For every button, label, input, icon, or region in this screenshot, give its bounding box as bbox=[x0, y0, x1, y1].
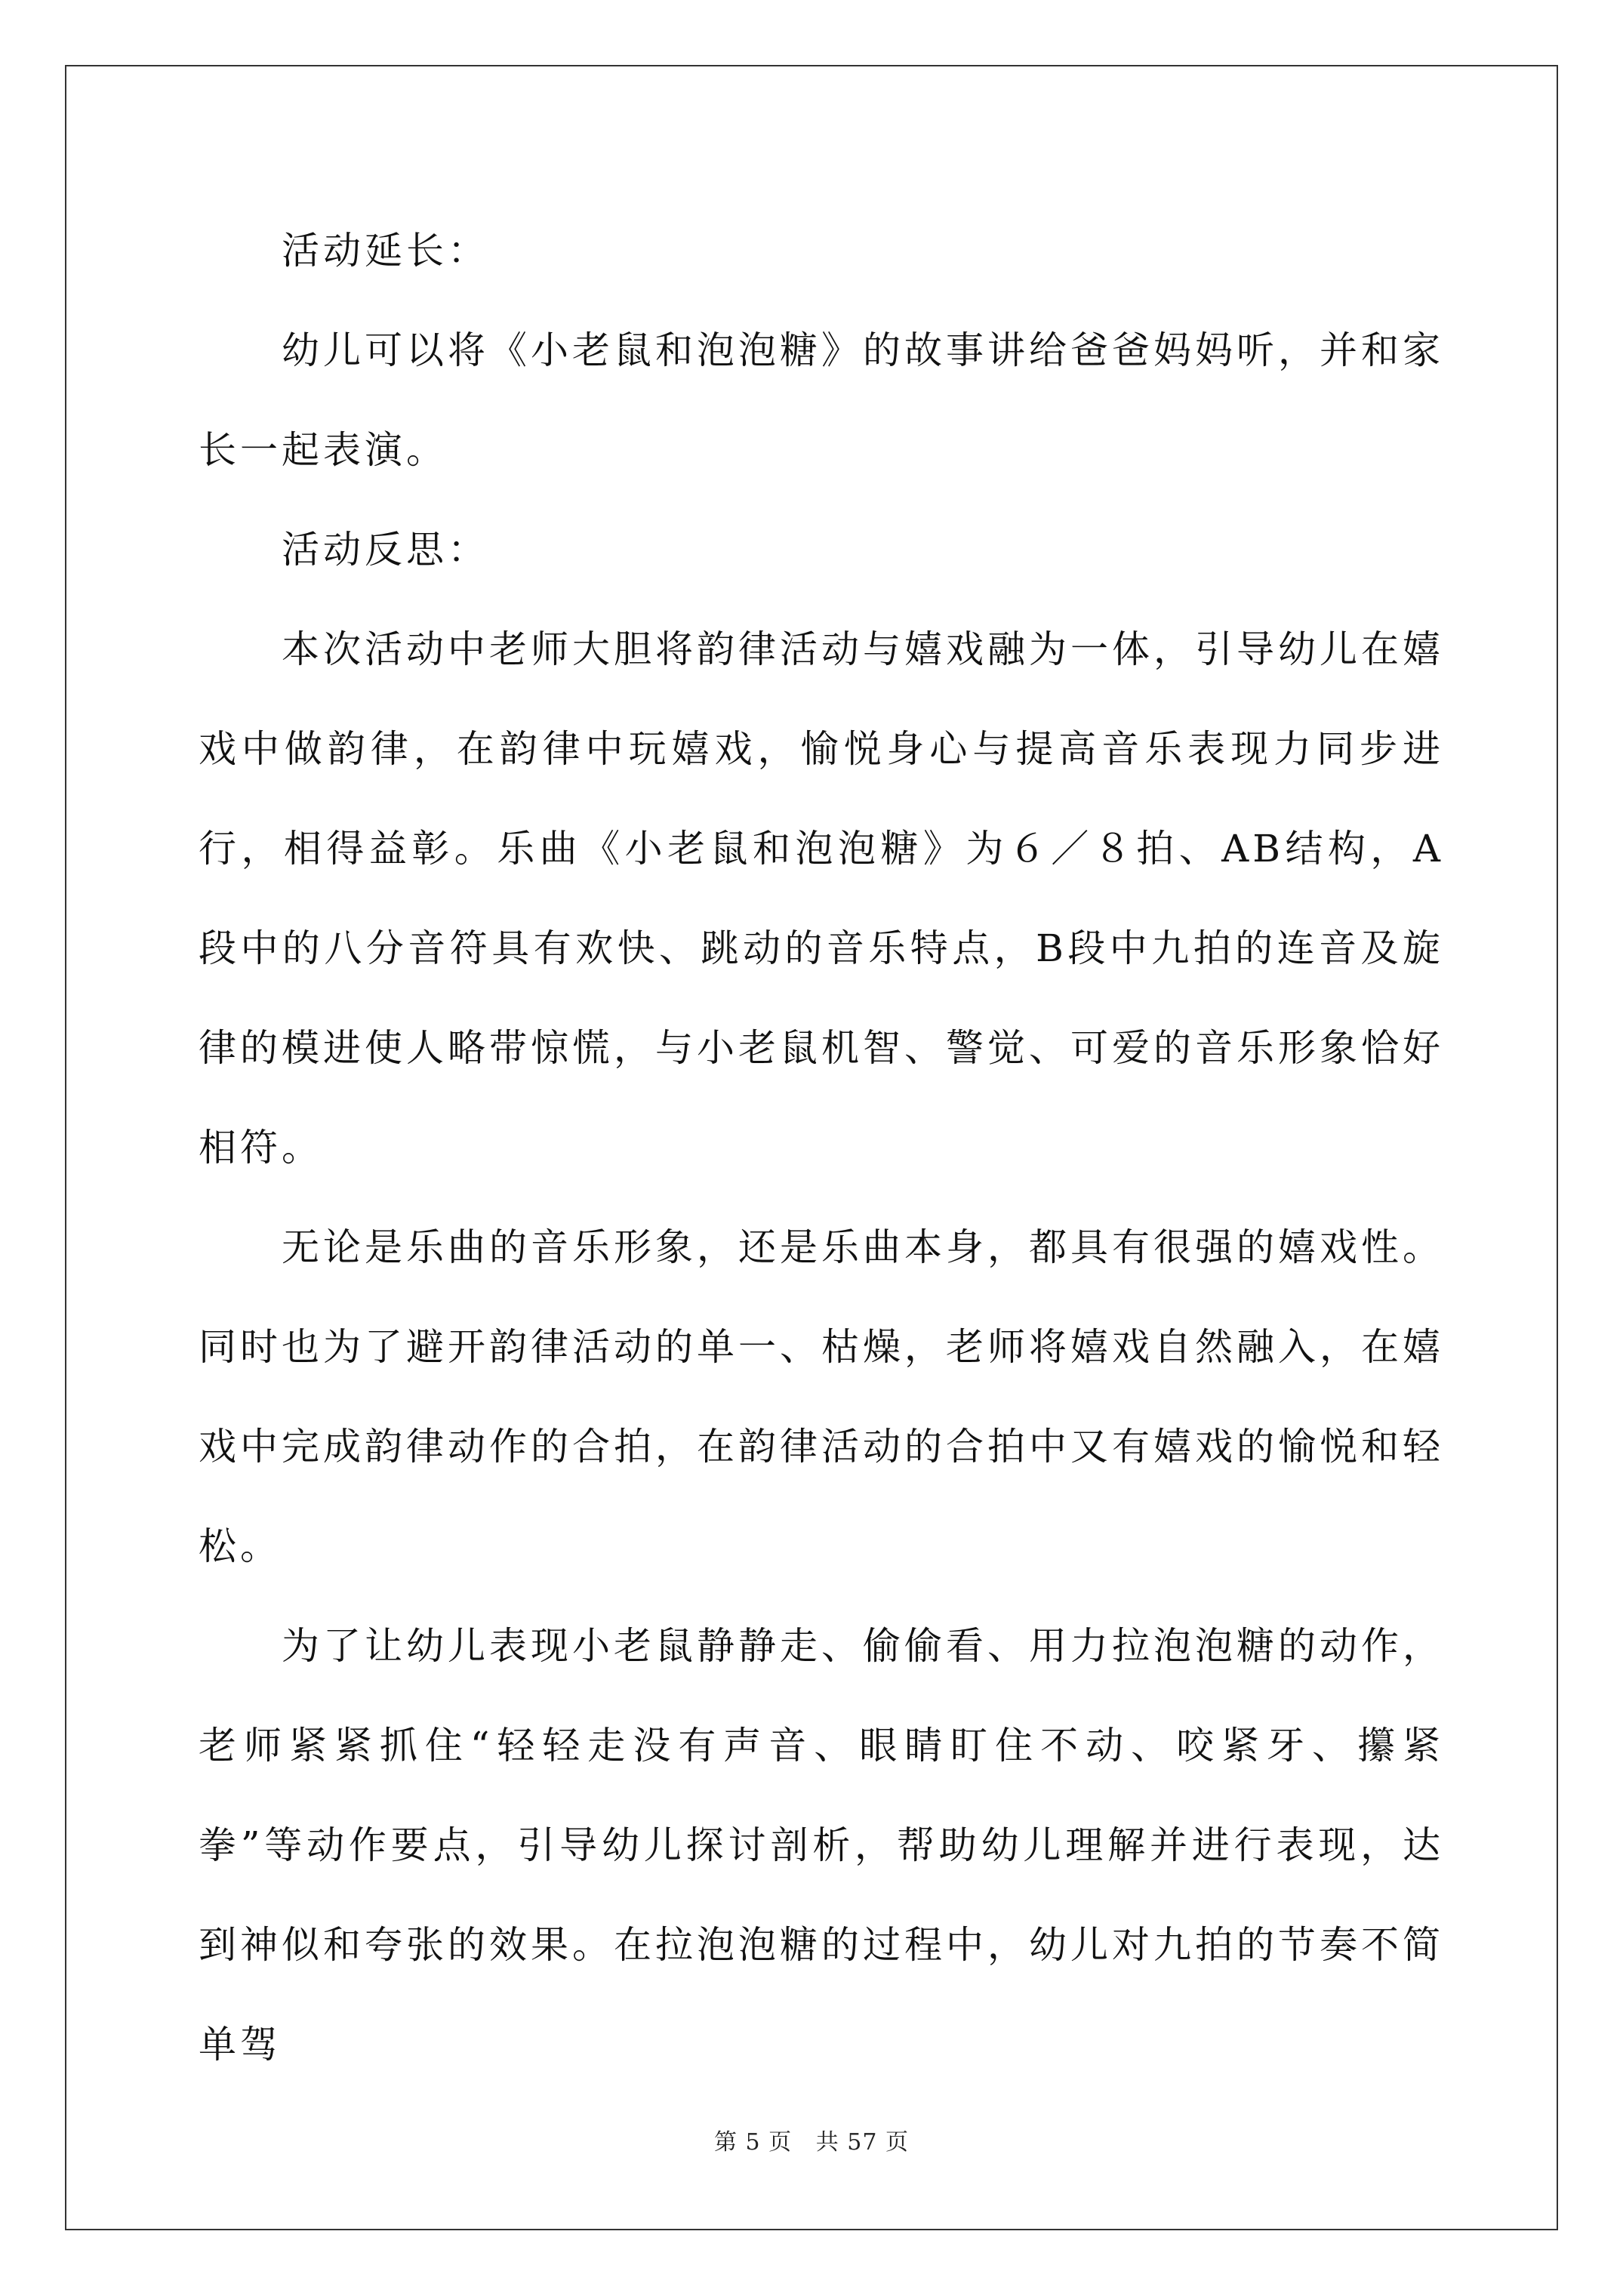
page-number-footer: 第 5 页 共 57 页 bbox=[713, 2129, 909, 2156]
paragraph-reflection-3: 为了让幼儿表现小老鼠静静走、偷偷看、用力拉泡泡糖的动作，老师紧紧抓住“轻轻走没有声音、眼睛盯住不动、咬紧牙、攥紧拳”等动作要点，引导幼儿探讨剖析，帮助幼儿理解并进行表现，达到神似和夸张的效果。在拉泡泡糖的过程中，幼儿对九拍的节奏不简单驾 bbox=[199, 1624, 1444, 2066]
paragraph-reflection-2: 无论是乐曲的音乐形象，还是乐曲本身，都具有很强的嬉戏性。同时也为了避开韵律活动的单一、枯燥，老师将嬉戏自然融入，在嬉戏中完成韵律动作的合拍，在韵律活动的合拍中又有嬉戏的愉悦和轻松。 bbox=[199, 1225, 1444, 1568]
paragraph-reflection-1: 本次活动中老师大胆将韵律活动与嬉戏融为一体，引导幼儿在嬉戏中做韵律，在韵律中玩嬉戏，愉悦身心与提高音乐表现力同步进行，相得益彰。乐曲《小老鼠和泡泡糖》为６／８拍、AB结构，A段中的八分音符具有欢快、跳动的音乐特点，B段中九拍的连音及旋律的模进使人略带惊慌，与小老鼠机智、警觉、可爱的音乐形象恰好相符。 bbox=[199, 627, 1444, 1170]
document-body bbox=[199, 201, 1444, 2094]
paragraph-heading-reflection: 活动反思： bbox=[282, 528, 489, 572]
paragraph-extension-text: 幼儿可以将《小老鼠和泡泡糖》的故事讲给爸爸妈妈听，并和家长一起表演。 bbox=[199, 328, 1444, 472]
paragraph-heading-extension: 活动延长： bbox=[282, 229, 489, 273]
